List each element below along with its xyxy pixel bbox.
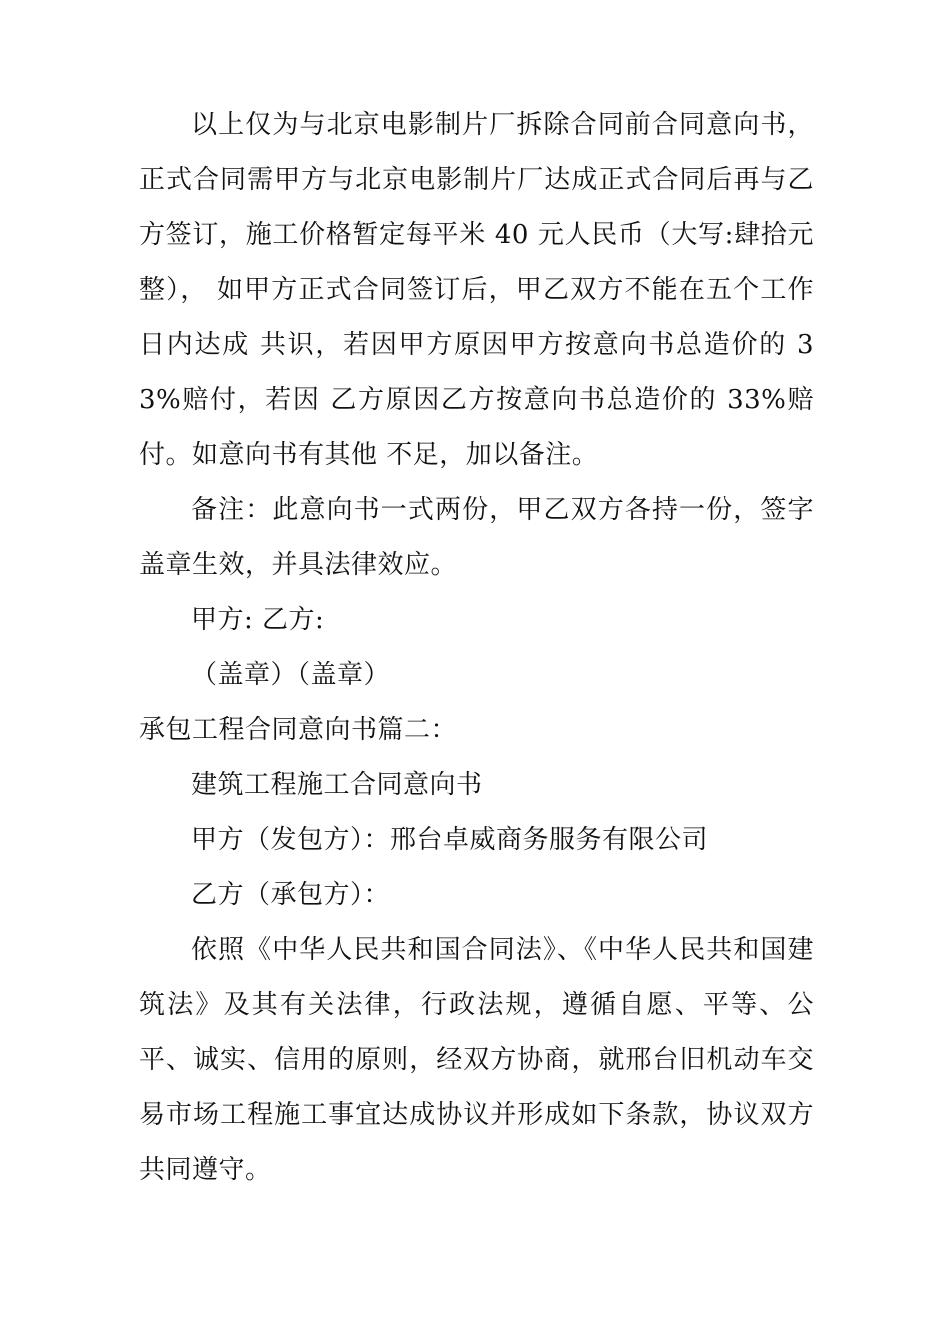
paragraph-legal-basis: 依照《中华人民共和国合同法》、《中华人民共和国建筑法》及其有关法律，行政法规，遵循自愿、平等、公平、诚实、信用的原则，经双方协商，就邢台旧机动车交易市场工程施工事宜达成协议并形成如下条款，协议双方共同遵守。 (139, 935, 814, 1185)
paragraph-intent-terms: 以上仅为与北京电影制片厂拆除合同前合同意向书，正式合同需甲方与北京电影制片厂达成正式合同后再与乙方签订，施工价格暂定每平米 40 元人民币（大写:肆拾元整）， 如甲方正式合同签订后，甲乙双方不能在五个工作日内达成 共识，若因甲方原因甲方按意向书总造价的 33%赔付，若因 乙方原因乙方按意向书总造价的 33%赔付。如意向书有其他 不足，加以备注。 (139, 110, 814, 470)
party-a-line: 甲方（发包方）：邢台卓威商务服务有限公司 (191, 825, 709, 855)
paragraph-seals: （盖章）（盖章） (191, 660, 391, 690)
party-b-line: 乙方（承包方）： (191, 880, 391, 910)
paragraph-remark: 备注：此意向书一式两份，甲乙双方各持一份，签字盖章生效，并具法律效应。 (139, 495, 814, 580)
document-title: 建筑工程施工合同意向书 (191, 770, 483, 800)
paragraph-parties: 甲方: 乙方: (191, 605, 325, 635)
section-heading: 承包工程合同意向书篇二： (139, 715, 458, 745)
document-body (139, 98, 814, 1198)
